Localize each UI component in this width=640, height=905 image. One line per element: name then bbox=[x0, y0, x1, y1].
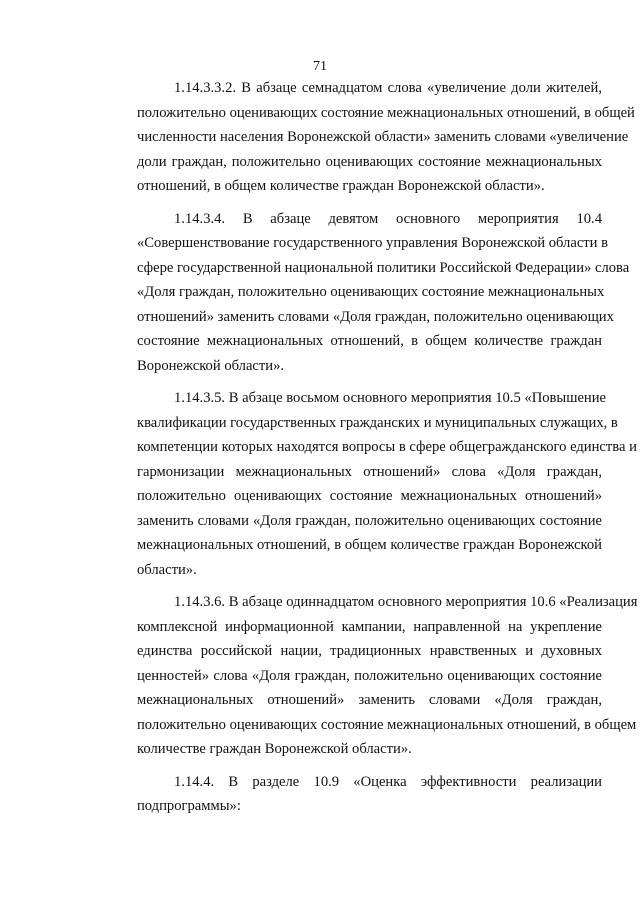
paragraph-1-14-3-4 bbox=[100, 207, 630, 379]
text-line: комплексной информационной кампании, направленной на укрепление bbox=[137, 618, 602, 635]
text-line: гармонизации межнациональных отношений» слова «Доля граждан, bbox=[137, 463, 602, 480]
text-line: количестве граждан Воронежской области». bbox=[137, 741, 412, 757]
text-line: 1.14.3.3.2. В абзаце семнадцатом слова «увеличение доли жителей, bbox=[174, 80, 602, 96]
text-line: 1.14.3.5. В абзаце восьмом основного мероприятия 10.5 «Повышение bbox=[174, 390, 607, 406]
text-line: компетенции которых находятся вопросы в сфере общегражданского единства и bbox=[137, 439, 637, 455]
paragraph-1-14-3-3-2 bbox=[100, 76, 635, 199]
text-line: 1.14.3.6. В абзаце одиннадцатом основного мероприятия 10.6 «Реализация bbox=[174, 594, 638, 610]
text-line: «Совершенствование государственного управления Воронежской области в bbox=[137, 235, 609, 251]
text-line: отношений, в общем количестве граждан Воронежской области». bbox=[137, 178, 545, 194]
text-line: положительно оценивающих состояние межнациональных отношений, в общей bbox=[137, 104, 635, 121]
text-line: межнациональных отношений, в общем количестве граждан Воронежской bbox=[137, 537, 602, 553]
text-line: заменить словами «Доля граждан, положительно оценивающих состояние bbox=[137, 512, 602, 529]
text-line: Воронежской области». bbox=[137, 357, 285, 374]
text-line: численности населения Воронежской области» заменить словами «увеличение bbox=[137, 129, 629, 145]
text-line: межнациональных отношений» заменить словами «Доля граждан, bbox=[137, 692, 602, 708]
text-line: 1.14.4. В разделе 10.9 «Оценка эффективности реализации bbox=[174, 773, 602, 790]
paragraph-1-14-4 bbox=[100, 770, 602, 819]
text-line: положительно оценивающих состояние межнациональных отношений» bbox=[137, 488, 602, 504]
document-body bbox=[100, 76, 638, 827]
text-line: сфере государственной национальной политики Российской Федерации» слова bbox=[137, 259, 630, 276]
text-line: единства российской нации, традиционных нравственных и духовных bbox=[137, 643, 602, 659]
text-line: подпрограммы»: bbox=[137, 798, 241, 814]
text-line: квалификации государственных гражданских и муниципальных служащих, в bbox=[137, 414, 618, 431]
text-line: ценностей» слова «Доля граждан, положительно оценивающих состояние bbox=[137, 667, 602, 684]
text-line: состояние межнациональных отношений, в общем количестве граждан bbox=[137, 333, 602, 349]
text-line: отношений» заменить словами «Доля граждан, положительно оценивающих bbox=[137, 308, 614, 325]
text-line: положительно оценивающих состояние межнациональных отношений, в общем bbox=[137, 716, 637, 733]
text-line: области». bbox=[137, 561, 197, 578]
paragraph-1-14-3-5 bbox=[100, 386, 637, 582]
page-number: 71 bbox=[313, 59, 327, 74]
text-line: «Доля граждан, положительно оценивающих состояние межнациональных bbox=[137, 284, 605, 300]
text-line: доли граждан, положительно оценивающих состояние межнациональных bbox=[137, 153, 602, 170]
paragraph-1-14-3-6 bbox=[100, 590, 638, 762]
text-line: 1.14.3.4. В абзаце девятом основного мероприятия 10.4 bbox=[174, 210, 602, 227]
